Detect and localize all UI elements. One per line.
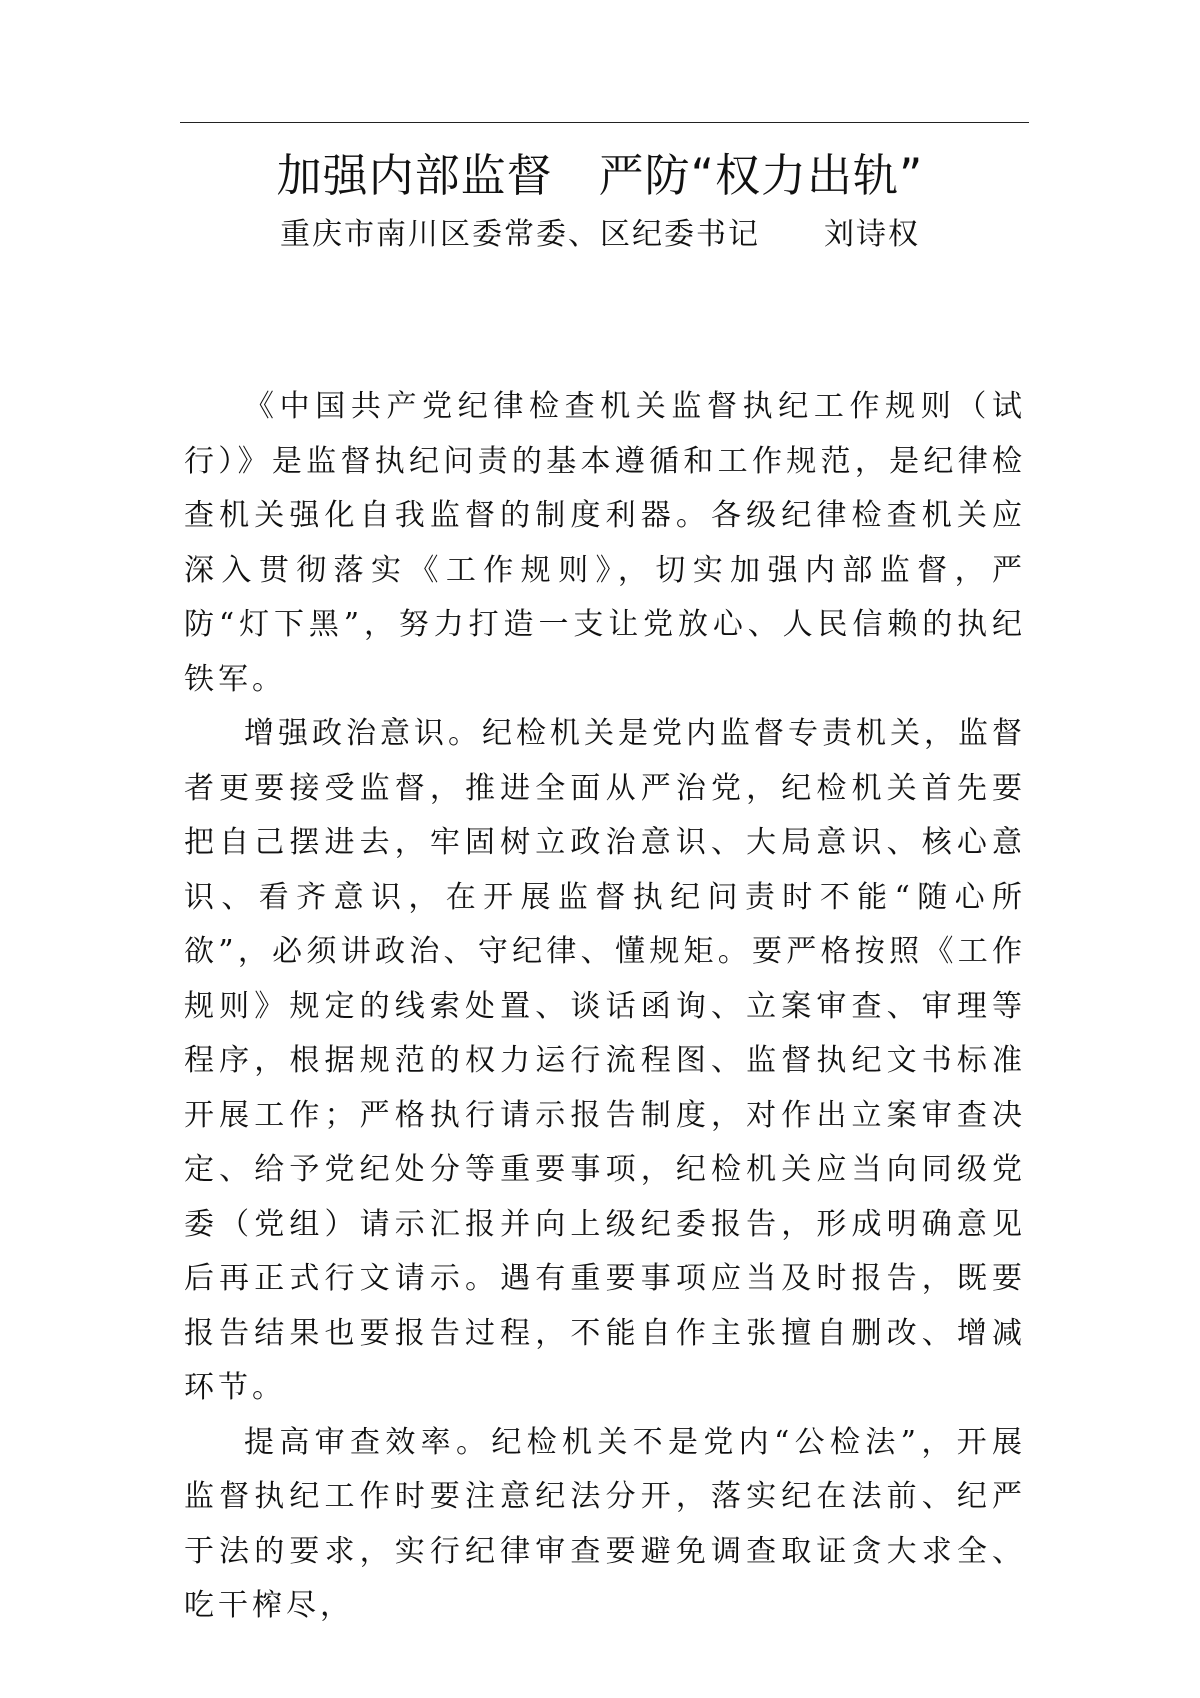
top-divider (180, 122, 1029, 123)
page-title: 加强内部监督 严防“权力出轨” (276, 149, 924, 202)
paragraph-political-awareness: 增强政治意识。纪检机关是党内监督专责机关，监督者更要接受监督，推进全面从严治党，纪检机关首先要把自己摆进去，牢固树立政治意识、大局意识、核心意识、看齐意识，在开展监督执纪问责时不能“随心所欲”，必须讲政治、守纪律、懂规矩。要严格按照《工作规则》规定的线索处置、谈话函询、立案审查、审理等程序，根据规范的权力运行流程图、监督执纪文书标准开展工作；严格执行请示报告制度，对作出立案审查决定、给予党纪处分等重要事项，纪检机关应当向同级党委（党组）请示汇报并向上级纪委报告，形成明确意见后再正式行文请示。遇有重要事项应当及时报告，既要报告结果也要报告过程，不能自作主张擅自删改、增减环节。 (184, 716, 1026, 1405)
author-byline: 重庆市南川区委常委、区纪委书记 刘诗权 (280, 217, 920, 252)
paragraph-intro: 《中国共产党纪律检查机关监督执纪工作规则（试行）》是监督执纪问责的基本遵循和工作规范，是纪律检查机关强化自我监督的制度利器。各级纪律检查机关应深入贯彻落实《工作规则》，切实加强内部监督，严防“灯下黑”，努力打造一支让党放心、人民信赖的执纪铁军。 (184, 389, 1026, 697)
paragraph-review-efficiency: 提高审查效率。纪检机关不是党内“公检法”，开展监督执纪工作时要注意纪法分开，落实纪在法前、纪严于法的要求，实行纪律审查要避免调查取证贪大求全、吃干榨尽， (184, 1424, 1026, 1623)
article-body (184, 380, 1026, 1634)
